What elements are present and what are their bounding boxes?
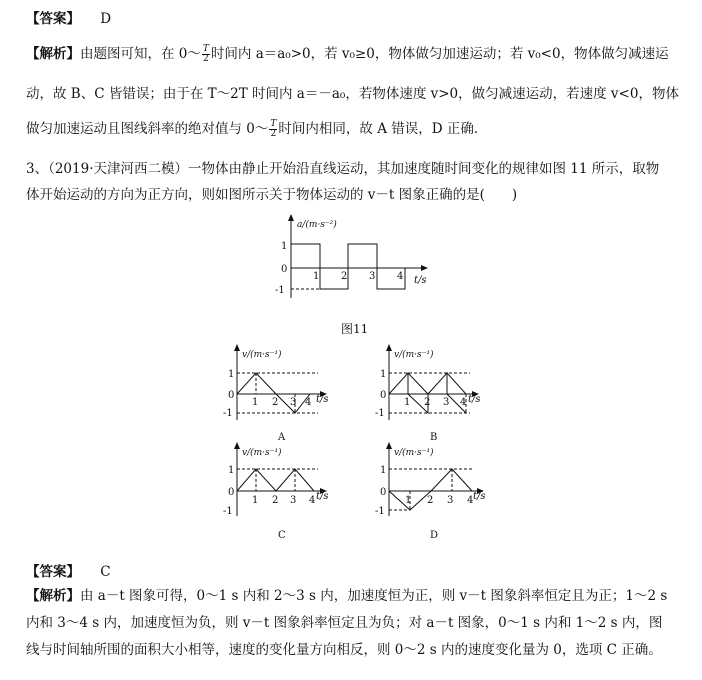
option-c-ytick-0: 0	[228, 487, 235, 498]
option-a-xtick-2: 2	[272, 397, 279, 408]
question-line-1: 3、（2019·天津河西二模）一物体由静止开始沿直线运动，其加速度随时间变化的规律如图 11 所示，取物	[26, 161, 660, 177]
fraction-t-over-2: $\frac{T}{2}$	[270, 119, 277, 139]
option-a-caption: A	[278, 432, 286, 443]
option-b-ytick-neg1: -1	[375, 408, 385, 419]
analysis1-line-2: 动，故 B、C 皆错误；由于在 T～2T 时间内 a＝－a₀，若物体速度 v>0，做匀减速运动，若速度 v<0，物体	[26, 86, 679, 102]
option-c-graph	[223, 442, 329, 541]
option-c-ytick-neg1: -1	[223, 506, 233, 517]
question-line-2: 体开始运动的方向为正方向，则如图所示关于物体运动的 v－t 图象正确的是( )	[26, 187, 518, 203]
figure11-y-arrow	[288, 214, 294, 221]
figure11-ytick-0: 0	[281, 264, 288, 275]
option-a-xlabel: t/s	[316, 394, 329, 405]
analysis1-text-c: 做匀加速运动且图线斜率的绝对值与 0～	[26, 121, 269, 137]
analysis1-text-b: 时间内 a＝a₀>0，若 v₀≥0，物体做匀加速运动；若 v₀<0，物体做匀减速运	[210, 46, 669, 62]
option-c-xtick-2: 2	[272, 495, 279, 506]
option-a-graph	[223, 344, 329, 443]
option-c-caption: C	[278, 530, 286, 541]
option-a-ytick-1: 1	[228, 369, 235, 380]
analysis1-text-a: 由题图可知，在 0～	[80, 46, 201, 62]
option-c-xtick-1: 1	[252, 495, 259, 506]
option-c-xtick-3: 3	[290, 495, 297, 506]
option-b-xtick-4: 4	[460, 397, 467, 408]
figure11-xtick-1: 1	[313, 271, 320, 282]
option-a-xtick-4: 4	[305, 397, 312, 408]
answer-value-2: C	[100, 564, 111, 580]
analysis2-text-1: 由 a－t 图象可得，0～1 s 内和 2～3 s 内，加速度恒为正，则 v－t 图象斜率恒定且为正；1～2 s	[80, 588, 668, 604]
figure11-ylabel: a/(m·s⁻²)	[297, 220, 337, 230]
option-d-ytick-0: 0	[380, 487, 387, 498]
option-b-caption: B	[430, 432, 438, 443]
option-c-velocity-line	[237, 469, 314, 491]
option-b-xtick-1: 1	[404, 397, 411, 408]
figure11-ytick-1: 1	[281, 241, 288, 252]
option-d-xtick-4: 4	[467, 495, 474, 506]
figure11-xlabel: t/s	[414, 275, 427, 286]
option-d-xtick-1: 1	[405, 495, 412, 506]
option-b-ytick-1: 1	[380, 369, 387, 380]
option-d-caption: D	[430, 530, 439, 541]
option-b-xlabel: t/s	[468, 394, 481, 405]
option-d-xtick-2: 2	[427, 495, 434, 506]
option-a-xtick-3: 3	[290, 397, 297, 408]
option-b-xtick-2: 2	[424, 397, 431, 408]
option-a-ytick-0: 0	[228, 390, 235, 401]
option-a-ylabel: v/(m·s⁻¹)	[242, 350, 282, 360]
option-a-ytick-neg1: -1	[223, 408, 233, 419]
analysis2-line-3: 线与时间轴所围的面积大小相等，速度的变化量方向相反，则 0～2 s 内的速度变化量为 0，选项 C 正确。	[26, 642, 662, 658]
answer-label: 【答案】	[26, 11, 80, 27]
option-b-ytick-0: 0	[380, 390, 387, 401]
analysis-label-2: 【解析】	[26, 588, 80, 604]
option-d-ytick-1: 1	[380, 465, 387, 476]
figure11-caption: 图11	[341, 322, 369, 336]
option-c-ylabel: v/(m·s⁻¹)	[242, 448, 282, 458]
option-b-xtick-3: 3	[443, 397, 450, 408]
answer-label-2: 【答案】	[26, 564, 80, 580]
option-d-xtick-3: 3	[447, 495, 454, 506]
analysis2-line-1	[26, 587, 667, 605]
option-a-xtick-1: 1	[252, 397, 259, 408]
option-c-ytick-1: 1	[228, 465, 235, 476]
option-b-graph	[375, 344, 481, 443]
analysis-label: 【解析】	[26, 46, 80, 62]
option-c-xtick-4: 4	[309, 495, 316, 506]
option-d-ytick-neg1: -1	[375, 506, 385, 517]
figure11-xtick-4: 4	[397, 271, 404, 282]
option-d-graph	[375, 442, 486, 541]
fraction-t-over-2: $\frac{T}{2}$	[202, 44, 209, 64]
option-c-xlabel: t/s	[316, 491, 329, 502]
figure11-xtick-2: 2	[341, 271, 348, 282]
option-d-ylabel: v/(m·s⁻¹)	[394, 448, 434, 458]
answer-value: D	[100, 11, 112, 27]
analysis2-line-2: 内和 3～4 s 内，加速度恒为负，则 v－t 图象斜率恒定且为负；对 a－t 图象，0～1 s 内和 1～2 s 内，图	[26, 615, 663, 631]
answer-line-2	[26, 563, 111, 581]
figure11-x-arrow	[421, 265, 428, 271]
figure11-xtick-3: 3	[369, 271, 376, 282]
option-d-xlabel: t/s	[473, 491, 486, 502]
figure11-ytick-neg1: -1	[275, 285, 285, 296]
analysis1-text-d: 时间内相同，故 A 错误，D 正确．	[278, 121, 488, 137]
option-b-ylabel: v/(m·s⁻¹)	[394, 350, 434, 360]
